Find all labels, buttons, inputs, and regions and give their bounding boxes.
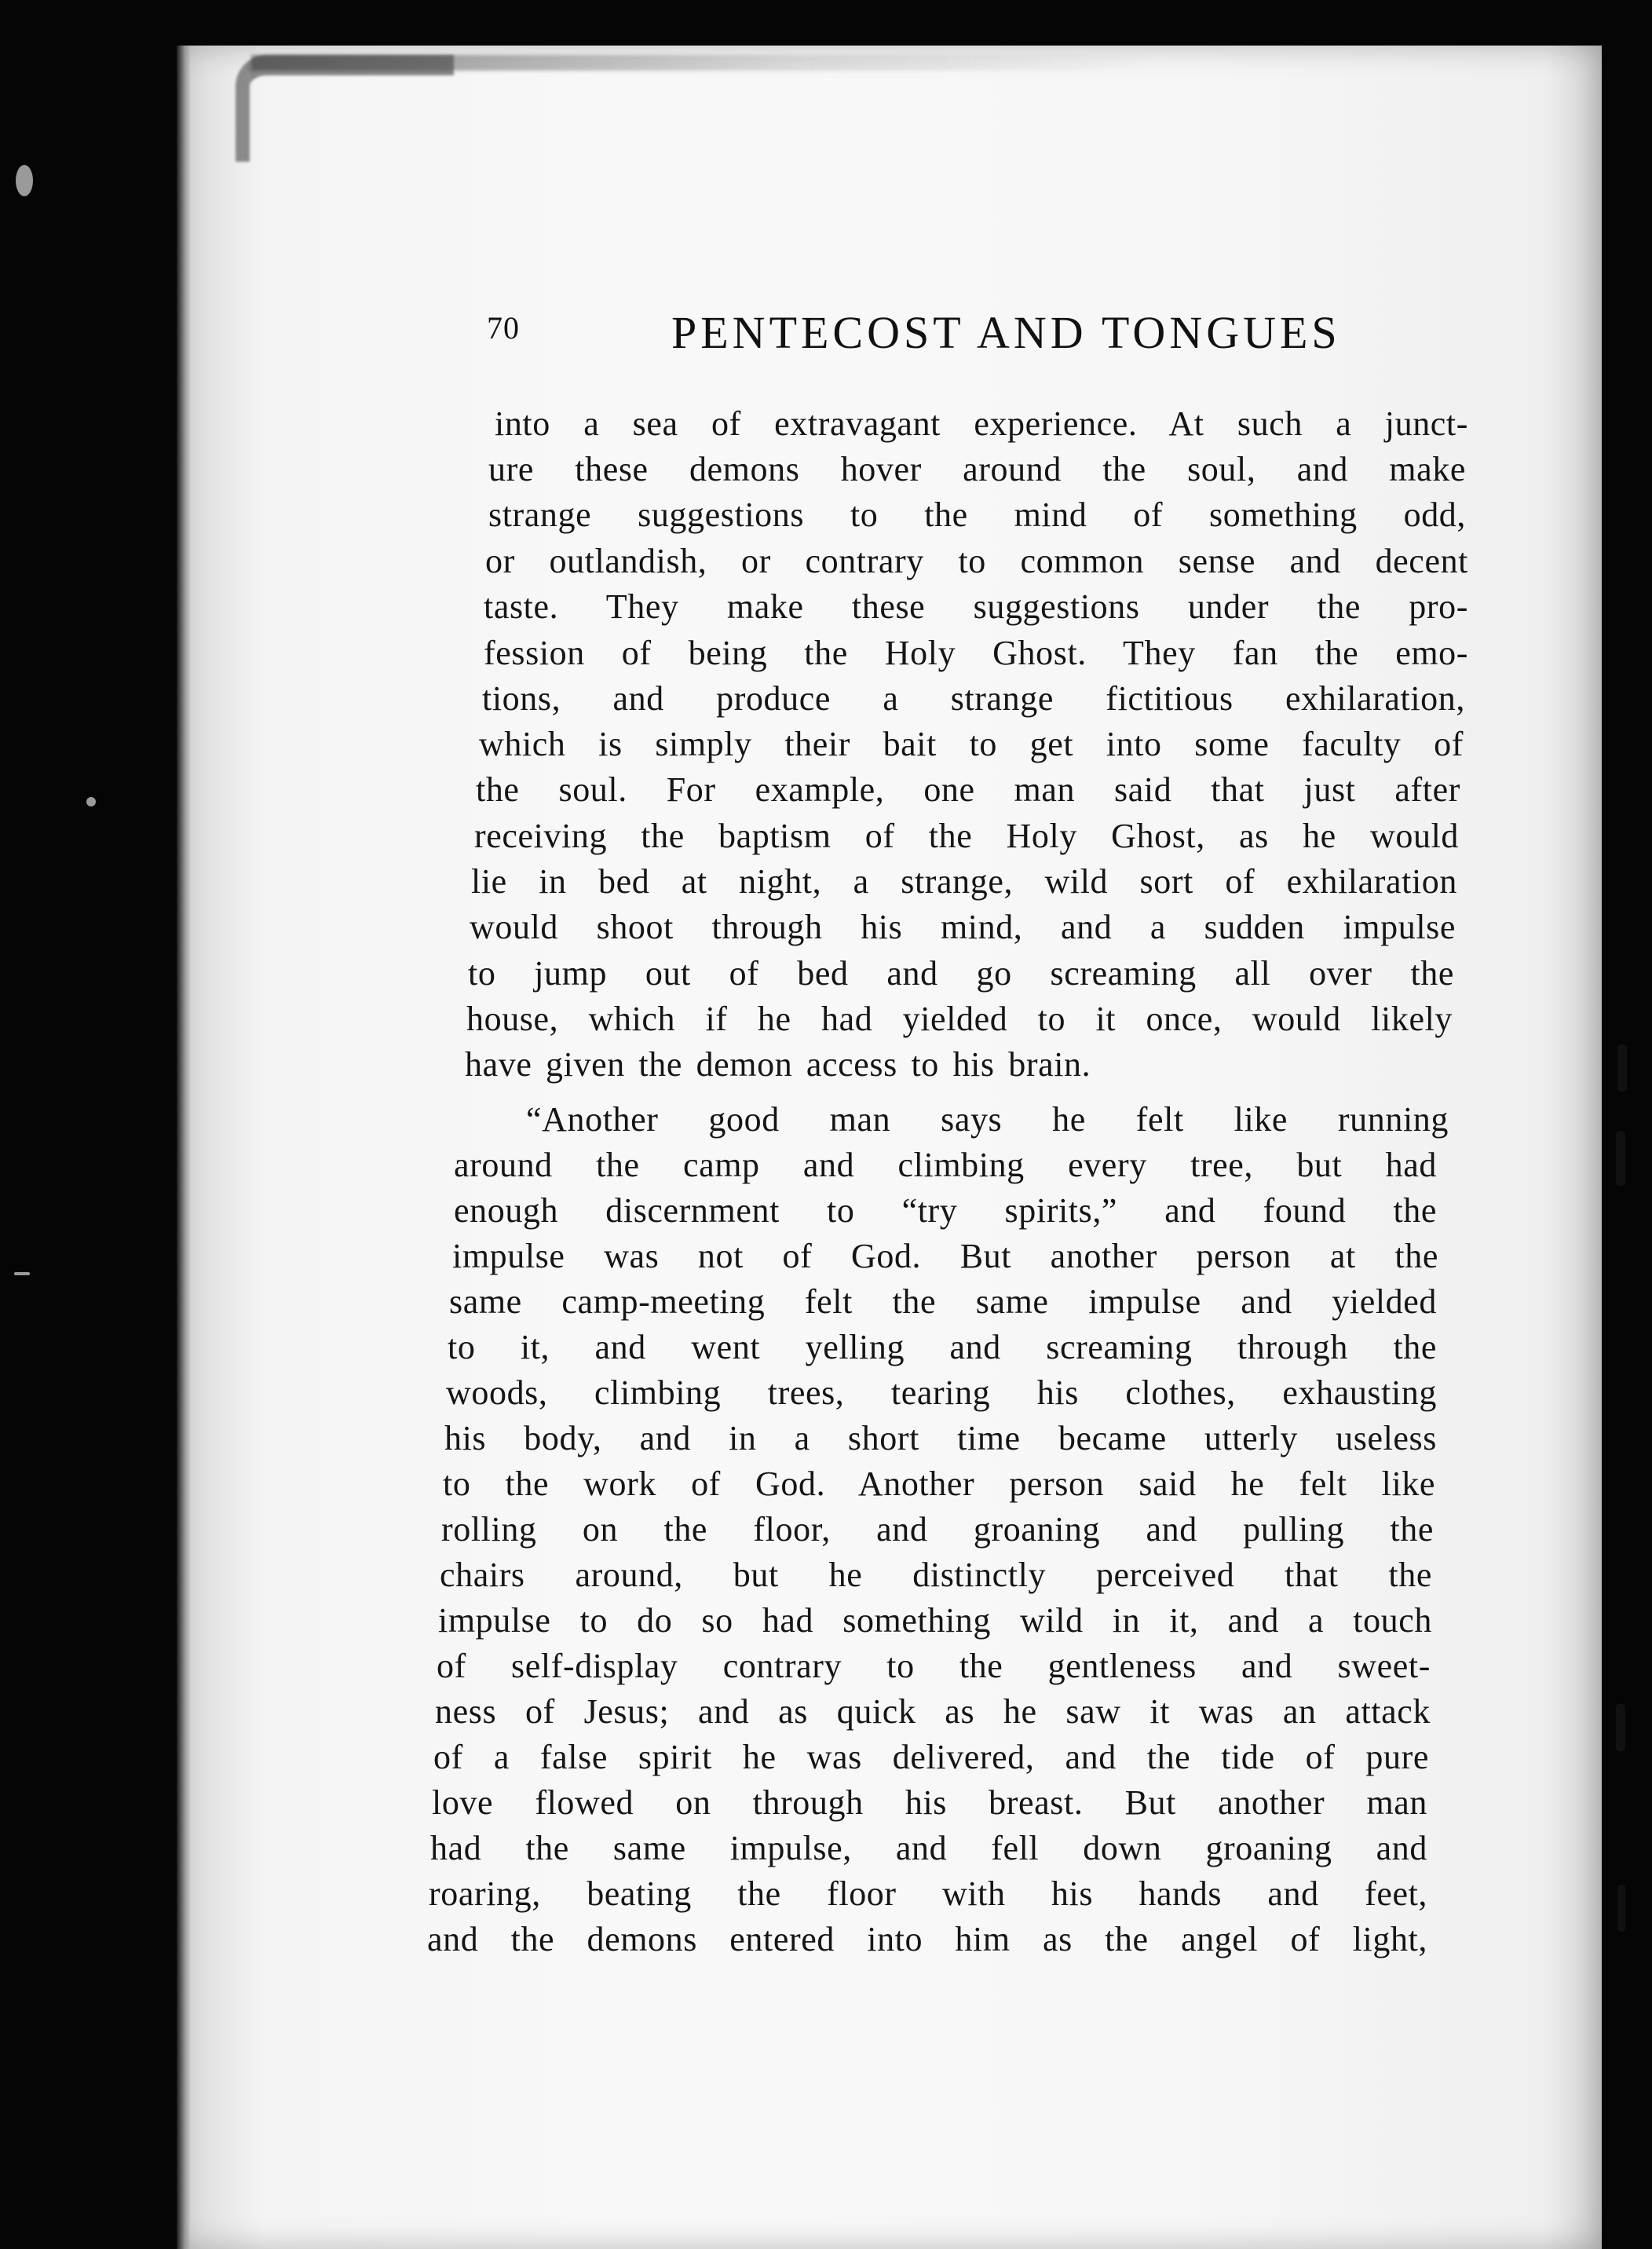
text-line: and the demons entered into him as the angel of light, (427, 1920, 1427, 1958)
text-line: strange suggestions to the mind of something odd, (488, 496, 1466, 534)
text-line: enough discernment to “try spirits,” and found the (454, 1191, 1437, 1230)
text-line: impulse to do so had something wild in it, and a touch (438, 1601, 1432, 1640)
running-head: PENTECOST AND TONGUES (671, 307, 1341, 358)
margin-ink-mark (1616, 1704, 1625, 1751)
text-line: the soul. For example, one man said that just after (476, 770, 1460, 809)
text-line: of self-display contrary to the gentleness and sweet- (437, 1647, 1431, 1685)
text-line: roaring, beating the floor with his hands and feet, (429, 1874, 1427, 1913)
margin-ink-mark (1617, 1885, 1625, 1932)
text-line: fession of being the Holy Ghost. They fan the emo- (484, 634, 1468, 672)
text-line: or outlandish, or contrary to common sense and decent (485, 542, 1468, 580)
text-line: rolling on the floor, and groaning and pulling the (441, 1510, 1434, 1549)
text-line: love flowed on through his breast. But another man (432, 1783, 1427, 1822)
page-number: 70 (487, 310, 520, 346)
text-line: chairs around, but he distinctly perceived that the (440, 1556, 1432, 1594)
text-line: around the camp and climbing every tree, but had (454, 1146, 1437, 1184)
text-line: of a false spirit he was delivered, and the tide of pure (433, 1738, 1429, 1776)
margin-ink-mark (1616, 1131, 1625, 1186)
margin-ink-mark (1617, 1044, 1627, 1092)
text-line: have given the demon access to his brain. (465, 1045, 1091, 1084)
page-binding-edge (177, 46, 191, 2249)
text-line: receiving the baptism of the Holy Ghost, as he would (474, 817, 1459, 855)
text-line: to jump out of bed and go screaming all over the (468, 954, 1454, 993)
text-line: his body, and in a short time became utterly useless (444, 1419, 1437, 1457)
text-line: tions, and produce a strange fictitious exhilaration, (482, 679, 1465, 718)
text-line: to the work of God. Another person said he felt like (443, 1465, 1435, 1503)
text-line: taste. They make these suggestions under the pro- (484, 587, 1468, 626)
scan-dust-speck (14, 1272, 30, 1275)
page-top-shadow (251, 55, 1154, 71)
text-line: had the same impulse, and fell down groaning and (430, 1829, 1427, 1867)
text-line: same camp-meeting felt the same impulse and yielded (449, 1282, 1437, 1321)
page-corner-shadow (236, 55, 454, 162)
text-line: ness of Jesus; and as quick as he saw it was an attack (435, 1692, 1431, 1731)
text-line: into a sea of extravagant experience. At such a junct- (495, 404, 1468, 443)
text-line: ure these demons hover around the soul, and make (488, 450, 1466, 488)
text-line: which is simply their bait to get into some faculty of (479, 725, 1464, 763)
text-line: woods, climbing trees, tearing his clothes, exhausting (446, 1373, 1437, 1412)
text-line: lie in bed at night, a strange, wild sort of exhilaration (471, 862, 1457, 901)
scan-dust-speck (16, 165, 33, 196)
text-line: would shoot through his mind, and a sudden impulse (470, 908, 1456, 946)
scan-dust-speck (86, 797, 96, 806)
text-line: “Another good man says he felt like running (526, 1100, 1449, 1139)
text-line: to it, and went yelling and screaming through the (448, 1328, 1437, 1366)
text-line: impulse was not of God. But another person at the (452, 1237, 1438, 1275)
text-line: house, which if he had yielded to it once, would likely (466, 1000, 1453, 1038)
page-header (487, 306, 1390, 369)
